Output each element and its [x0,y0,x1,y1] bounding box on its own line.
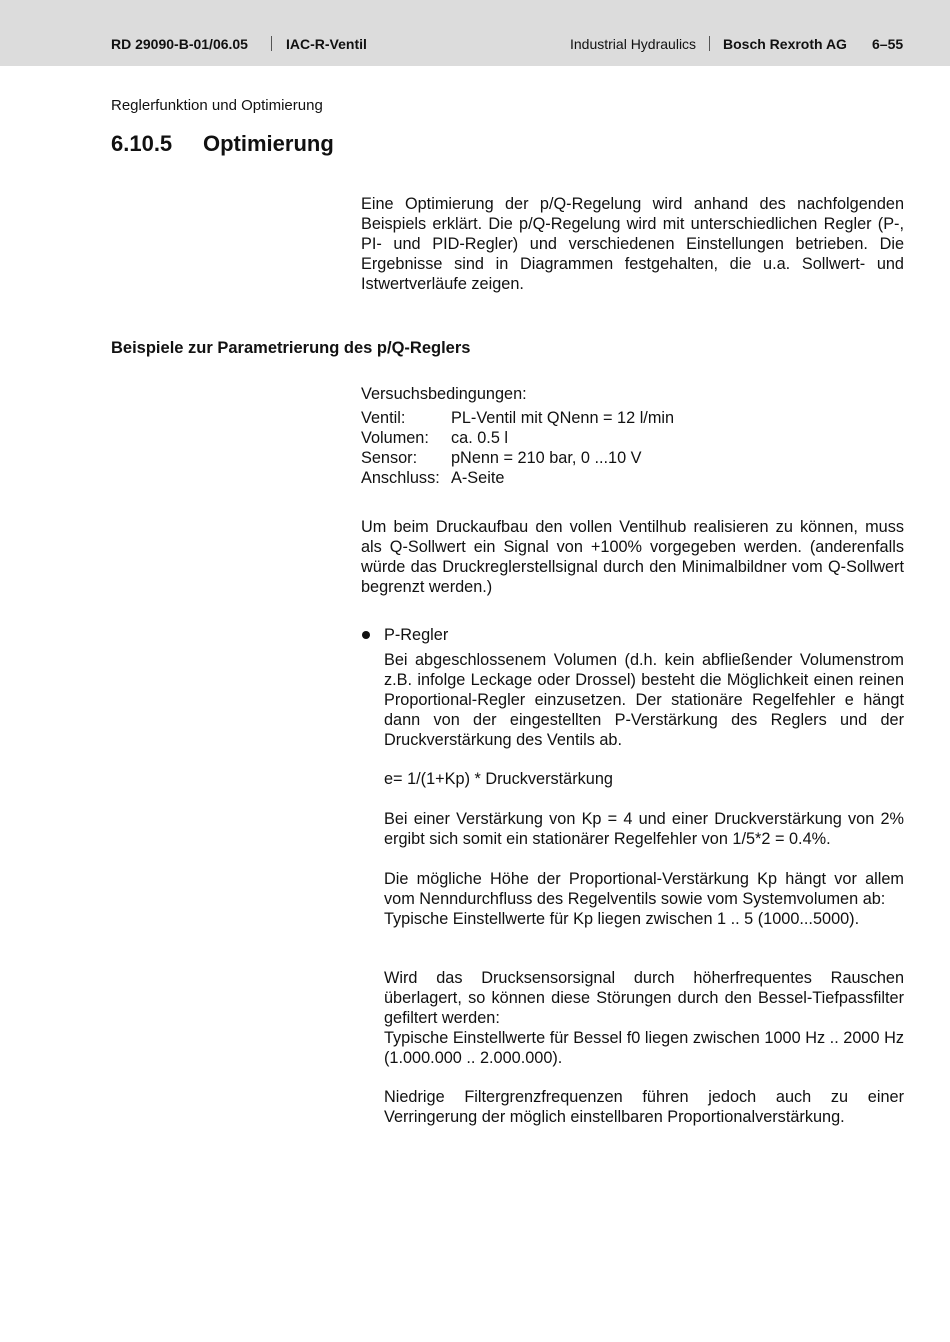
noise-text: Wird das Drucksensorsignal durch höherfrequentes Rauschen überlagert, so können diese Störungen durch den Bessel-Tiefpassfilter gefiltert werden: [384,969,904,1027]
condition-value: pNenn = 210 bar, 0 ...10 V [451,449,642,467]
intro-paragraph: Eine Optimierung der p/Q-Regelung wird anhand des nachfolgenden Beispiels erklärt. Die p/Q-Regelung wird mit unterschiedlichen Regler (P-, PI- und PID-Regler) und verschiedenen Einstellungen betrieben. Die Ergebnisse sind in Diagrammen festgehalten, die u.a. Sollwert- und Istwertverläufe zeigen. [361,195,904,293]
conditions-title: Versuchsbedingungen: [361,385,527,403]
bullet-title: P-Regler [384,626,449,644]
p-regler-description: Bei abgeschlossenem Volumen (d.h. kein abfließender Volumenstrom z.B. infolge Leckage oder Drossel) besteht die Möglichkeit einen reinen Proportional-Regler einzusetzen. Der stationäre Regelfehler e hängt dann von der eingestellten P-Verstärkung des Reglers und der Druckverstärkung des Ventils ab. [384,651,904,749]
bullet-icon [362,631,370,639]
division-name: Industrial Hydraulics [570,36,697,52]
section-label: Reglerfunktion und Optimierung [111,97,323,114]
condition-label: Volumen: [361,429,429,447]
company-name: Bosch Rexroth AG [723,36,847,52]
subheading: Beispiele zur Parametrierung des p/Q-Reglers [111,339,471,357]
section-title: Optimierung [203,131,334,156]
page-header [0,0,950,66]
page-number: 6–55 [872,36,904,52]
condition-value: PL-Ventil mit QNenn = 12 l/min [451,409,675,427]
section-number: 6.10.5 [111,131,173,156]
filter-note: Niedrige Filtergrenzfrequenzen führen jedoch auch zu einer Verringerung der möglich einstellbaren Proportionalverstärkung. [384,1088,904,1126]
condition-label: Sensor: [361,449,418,467]
condition-value: ca. 0.5 l [451,429,509,447]
noise-paragraph [384,968,904,1068]
kp-paragraph [384,869,904,929]
condition-value: A-Seite [451,469,505,487]
bessel-values: Typische Einstellwerte für Bessel f0 liegen zwischen 1000 Hz .. 2000 Hz (1.000.000 .. 2.000.000). [384,1029,904,1067]
kp-values: Typische Einstellwerte für Kp liegen zwischen 1 .. 5 (1000...5000). [384,910,860,928]
condition-label: Anschluss: [361,469,440,487]
header-divider [709,36,710,51]
header-divider [271,36,272,51]
product-name: IAC-R-Ventil [286,36,367,52]
condition-label: Ventil: [361,409,406,427]
formula: e= 1/(1+Kp) * Druckverstärkung [384,770,613,788]
example-paragraph: Bei einer Verstärkung von Kp = 4 und einer Druckverstärkung von 2% ergibt sich somit ein stationärer Regelfehler von 1/5*2 = 0.4%. [384,810,904,848]
note-paragraph: Um beim Druckaufbau den vollen Ventilhub realisieren zu können, muss als Q-Sollwert ein Signal von +100% vorgegeben werden. (anderenfalls würde das Druckreglerstellsignal durch den Minimalbildner vom Q-Sollwert begrenzt werden.) [361,518,904,596]
kp-text: Die mögliche Höhe der Proportional-Verstärkung Kp hängt vor allem vom Nenndurchfluss des Regelventils sowie vom Systemvolumen ab: [384,870,904,908]
doc-number: RD 29090-B-01/06.05 [111,36,248,52]
